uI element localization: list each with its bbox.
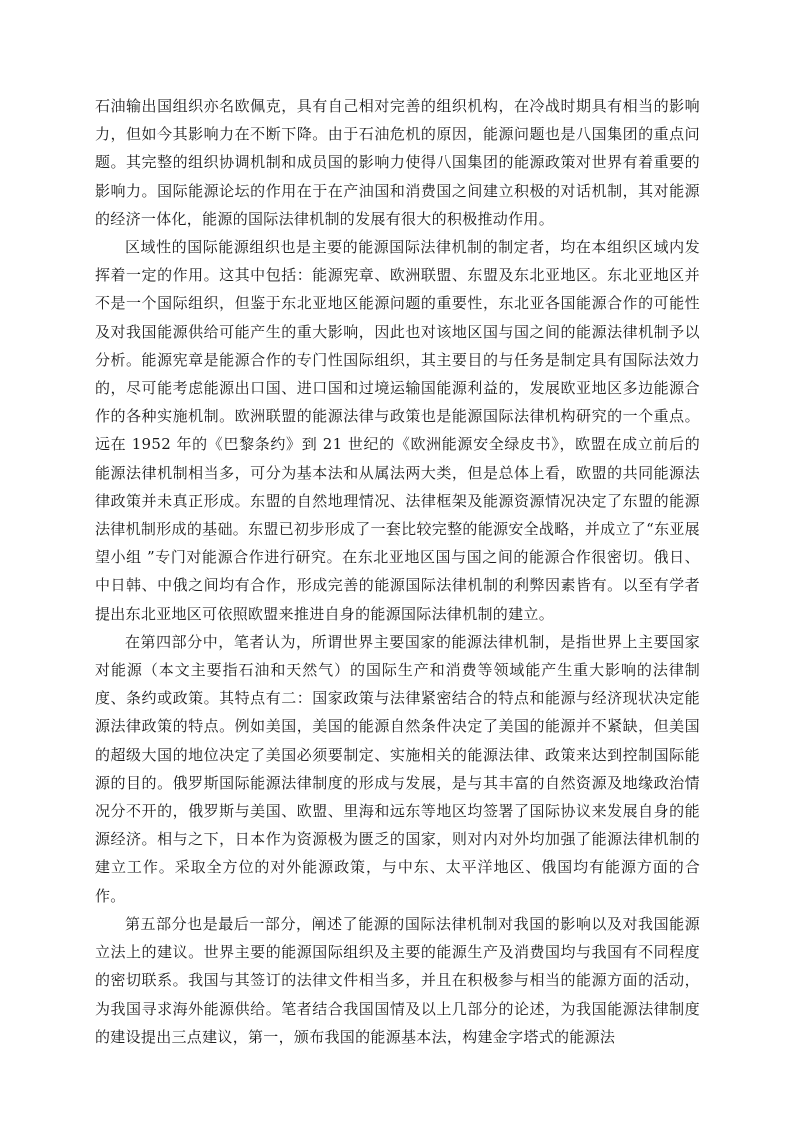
body-text (95, 92, 700, 1051)
paragraph-4: 第五部分也是最后一部分，阐述了能源的国际法律机制对我国的影响以及对我国能源立法上的建议。世界主要的能源国际组织及主要的能源生产及消费国均与我国有不同程度的密切联系。我国与其签订的法律文件相当多，并且在积极参与相当的能源方面的活动，为我国寻求海外能源供给。笔者结合我国国情及以上几部分的论述，为我国能源法律制度的建设提出三点建议，第一，颁布我国的能源基本法，构建金字塔式的能源法 (95, 914, 700, 1046)
paragraph-3: 在第四部分中，笔者认为，所谓世界主要国家的能源法律机制，是指世界上主要国家对能源（本文主要指石油和天然气）的国际生产和消费等领域能产生重大影响的法律制度、条约或政策。其特点有二：国家政策与法律紧密结合的特点和能源与经济现状决定能源法律政策的特点。例如美国，美国的能源自然条件决定了美国的能源并不紧缺，但美国的超级大国的地位决定了美国必须要制定、实施相关的能源法律、政策来达到控制国际能源的目的。俄罗斯国际能源法律制度的形成与发展，是与其丰富的自然资源及地缘政治情况分不开的，俄罗斯与美国、欧盟、里海和远东等地区均签署了国际协议来发展自身的能源经济。相与之下，日本作为资源极为匮乏的国家，则对内对外均加强了能源法律机制的建立工作。采取全方位的对外能源政策，与中东、太平洋地区、俄国均有能源方面的合作。 (95, 632, 700, 905)
paragraph-2: 区域性的国际能源组织也是主要的能源国际法律机制的制定者，均在本组织区域内发挥着一定的作用。这其中包括：能源宪章、欧洲联盟、东盟及东北亚地区。东北亚地区并不是一个国际组织，但鉴于东北亚地区能源问题的重要性，东北亚各国能源合作的可能性及对我国能源供给可能产生的重大影响，因此也对该地区国与国之间的能源法律机制予以分析。能源宪章是能源合作的专门性国际组织，其主要目的与任务是制定具有国际法效力的，尽可能考虑能源出口国、进口国和过境运输国能源利益的，发展欧亚地区多边能源合作的各种实施机制。欧洲联盟的能源法律与政策也是能源国际法律机构研究的一个重点。远在 1952 年的《巴黎条约》到 21 世纪的《欧洲能源安全绿皮书》，欧盟在成立前后的能源法律机制相当多，可分为基本法和从属法两大类，但是总体上看，欧盟的共同能源法律政策并未真正形成。东盟的自然地理情况、法律框架及能源资源情况决定了东盟的能源法律机制形成的基础。东盟已初步形成了一套比较完整的能源安全战略，并成立了“东亚展望小组 ”专门对能源合作进行研究。在东北亚地区国与国之间的能源合作很密切。俄日、中日韩、中俄之间均有合作，形成完善的能源国际法律机制的利弊因素皆有。以至有学者提出东北亚地区可依照欧盟来推进自身的能源国际法律机制的建立。 (95, 238, 700, 623)
paragraph-1: 石油输出国组织亦名欧佩克，具有自己相对完善的组织机构，在冷战时期具有相当的影响力，但如今其影响力在不断下降。由于石油危机的原因，能源问题也是八国集团的重点问题。其完整的组织协调机制和成员国的影响力使得八国集团的能源政策对世界有着重要的影响力。国际能源论坛的作用在于在产油国和消费国之间建立积极的对话机制，其对能源的经济一体化，能源的国际法律机制的发展有很大的积极推动作用。 (95, 97, 700, 228)
